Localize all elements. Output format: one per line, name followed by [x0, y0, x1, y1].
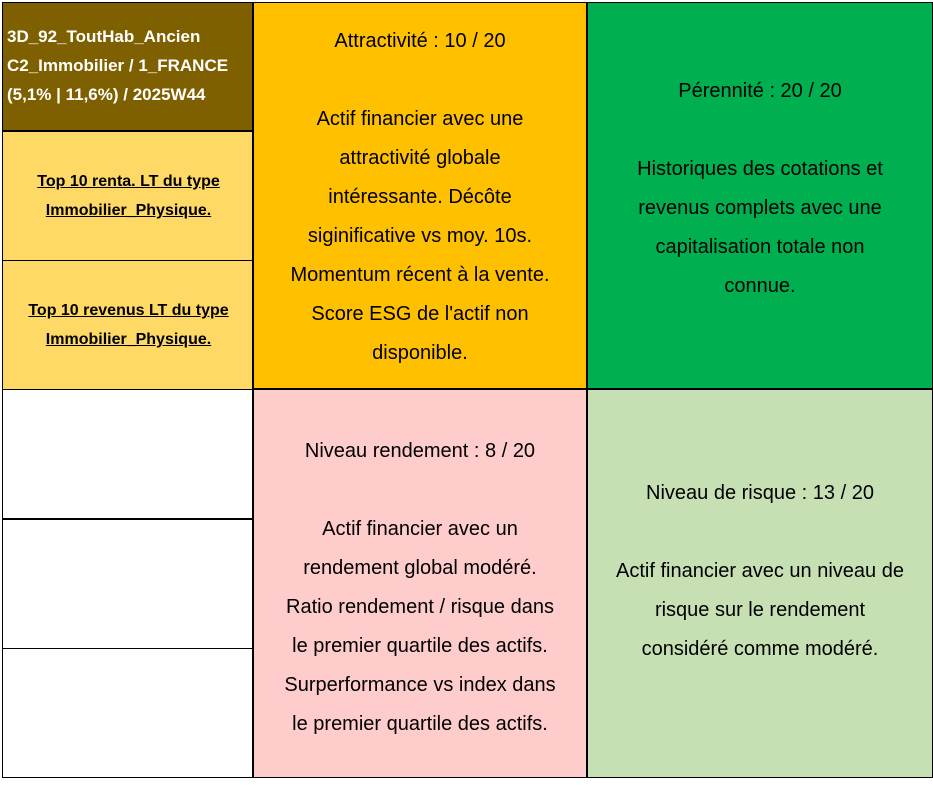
risque-description — [616, 552, 904, 669]
risque-score-card — [587, 389, 933, 778]
risque-title: Niveau de risque : 13 / 20 — [646, 481, 874, 504]
attractivite-score-card — [253, 2, 587, 389]
rendement-score-card — [253, 389, 587, 778]
top10-revenus-link-line-1: Top 10 revenus LT du type — [28, 302, 229, 319]
attractivite-line: attractivité globale — [339, 146, 501, 169]
empty-cell-1 — [2, 389, 253, 519]
attractivite-line: intéressante. Décôte — [328, 185, 512, 208]
top10-renta-link[interactable] — [35, 167, 220, 225]
risque-line: risque sur le rendement — [654, 598, 866, 621]
perennite-title: Pérennité : 20 / 20 — [678, 79, 842, 102]
risque-line: Actif financier avec un niveau de — [616, 559, 904, 582]
rendement-description — [284, 510, 555, 744]
perennite-line: Historiques des cotations et — [637, 157, 883, 180]
rendement-line: Surperformance vs index dans — [284, 673, 556, 696]
attractivite-line: disponible. — [372, 341, 468, 364]
attractivite-description — [290, 100, 549, 373]
rendement-title: Niveau rendement : 8 / 20 — [304, 439, 536, 462]
empty-cell-2 — [2, 519, 253, 649]
attractivite-line: Momentum récent à la vente. — [290, 263, 550, 286]
perennite-line: capitalisation totale non — [655, 235, 865, 258]
perennite-score-card — [587, 2, 933, 389]
top10-renta-link-line-2: Immobilier_Physique. — [45, 202, 212, 219]
rendement-line: rendement global modéré. — [303, 556, 537, 579]
attractivite-line: Score ESG de l'actif non — [311, 302, 529, 325]
top10-revenus-link-line-2: Immobilier_Physique. — [45, 331, 212, 348]
top10-revenus-cell[interactable] — [2, 260, 253, 390]
top10-renta-link-line-1: Top 10 renta. LT du type — [37, 173, 220, 190]
asset-category: C2_Immobilier / 1_FRANCE — [7, 56, 229, 75]
attractivite-line: siginificative vs moy. 10s. — [307, 224, 533, 247]
perennite-line: connue. — [724, 274, 796, 297]
attractivite-title: Attractivité : 10 / 20 — [334, 29, 506, 52]
top10-revenus-link[interactable] — [26, 296, 228, 354]
risque-line: considéré comme modéré. — [641, 637, 879, 660]
rendement-line: le premier quartile des actifs. — [292, 634, 548, 657]
perennite-line: revenus complets avec une — [638, 196, 882, 219]
top10-renta-cell[interactable] — [2, 131, 253, 261]
perennite-description — [637, 150, 883, 306]
asset-performance-week: (5,1% | 11,6%) / 2025W44 — [7, 85, 206, 104]
rendement-line: Actif financier avec un — [322, 517, 518, 540]
attractivite-line: Actif financier avec une — [316, 107, 524, 130]
empty-cell-3 — [2, 648, 253, 778]
rendement-line: le premier quartile des actifs. — [292, 712, 548, 735]
bottom-empty-strip — [0, 778, 933, 785]
rendement-line: Ratio rendement / risque dans — [286, 595, 554, 618]
asset-code: 3D_92_ToutHab_Ancien — [7, 27, 201, 46]
asset-identifier-header — [2, 2, 253, 131]
